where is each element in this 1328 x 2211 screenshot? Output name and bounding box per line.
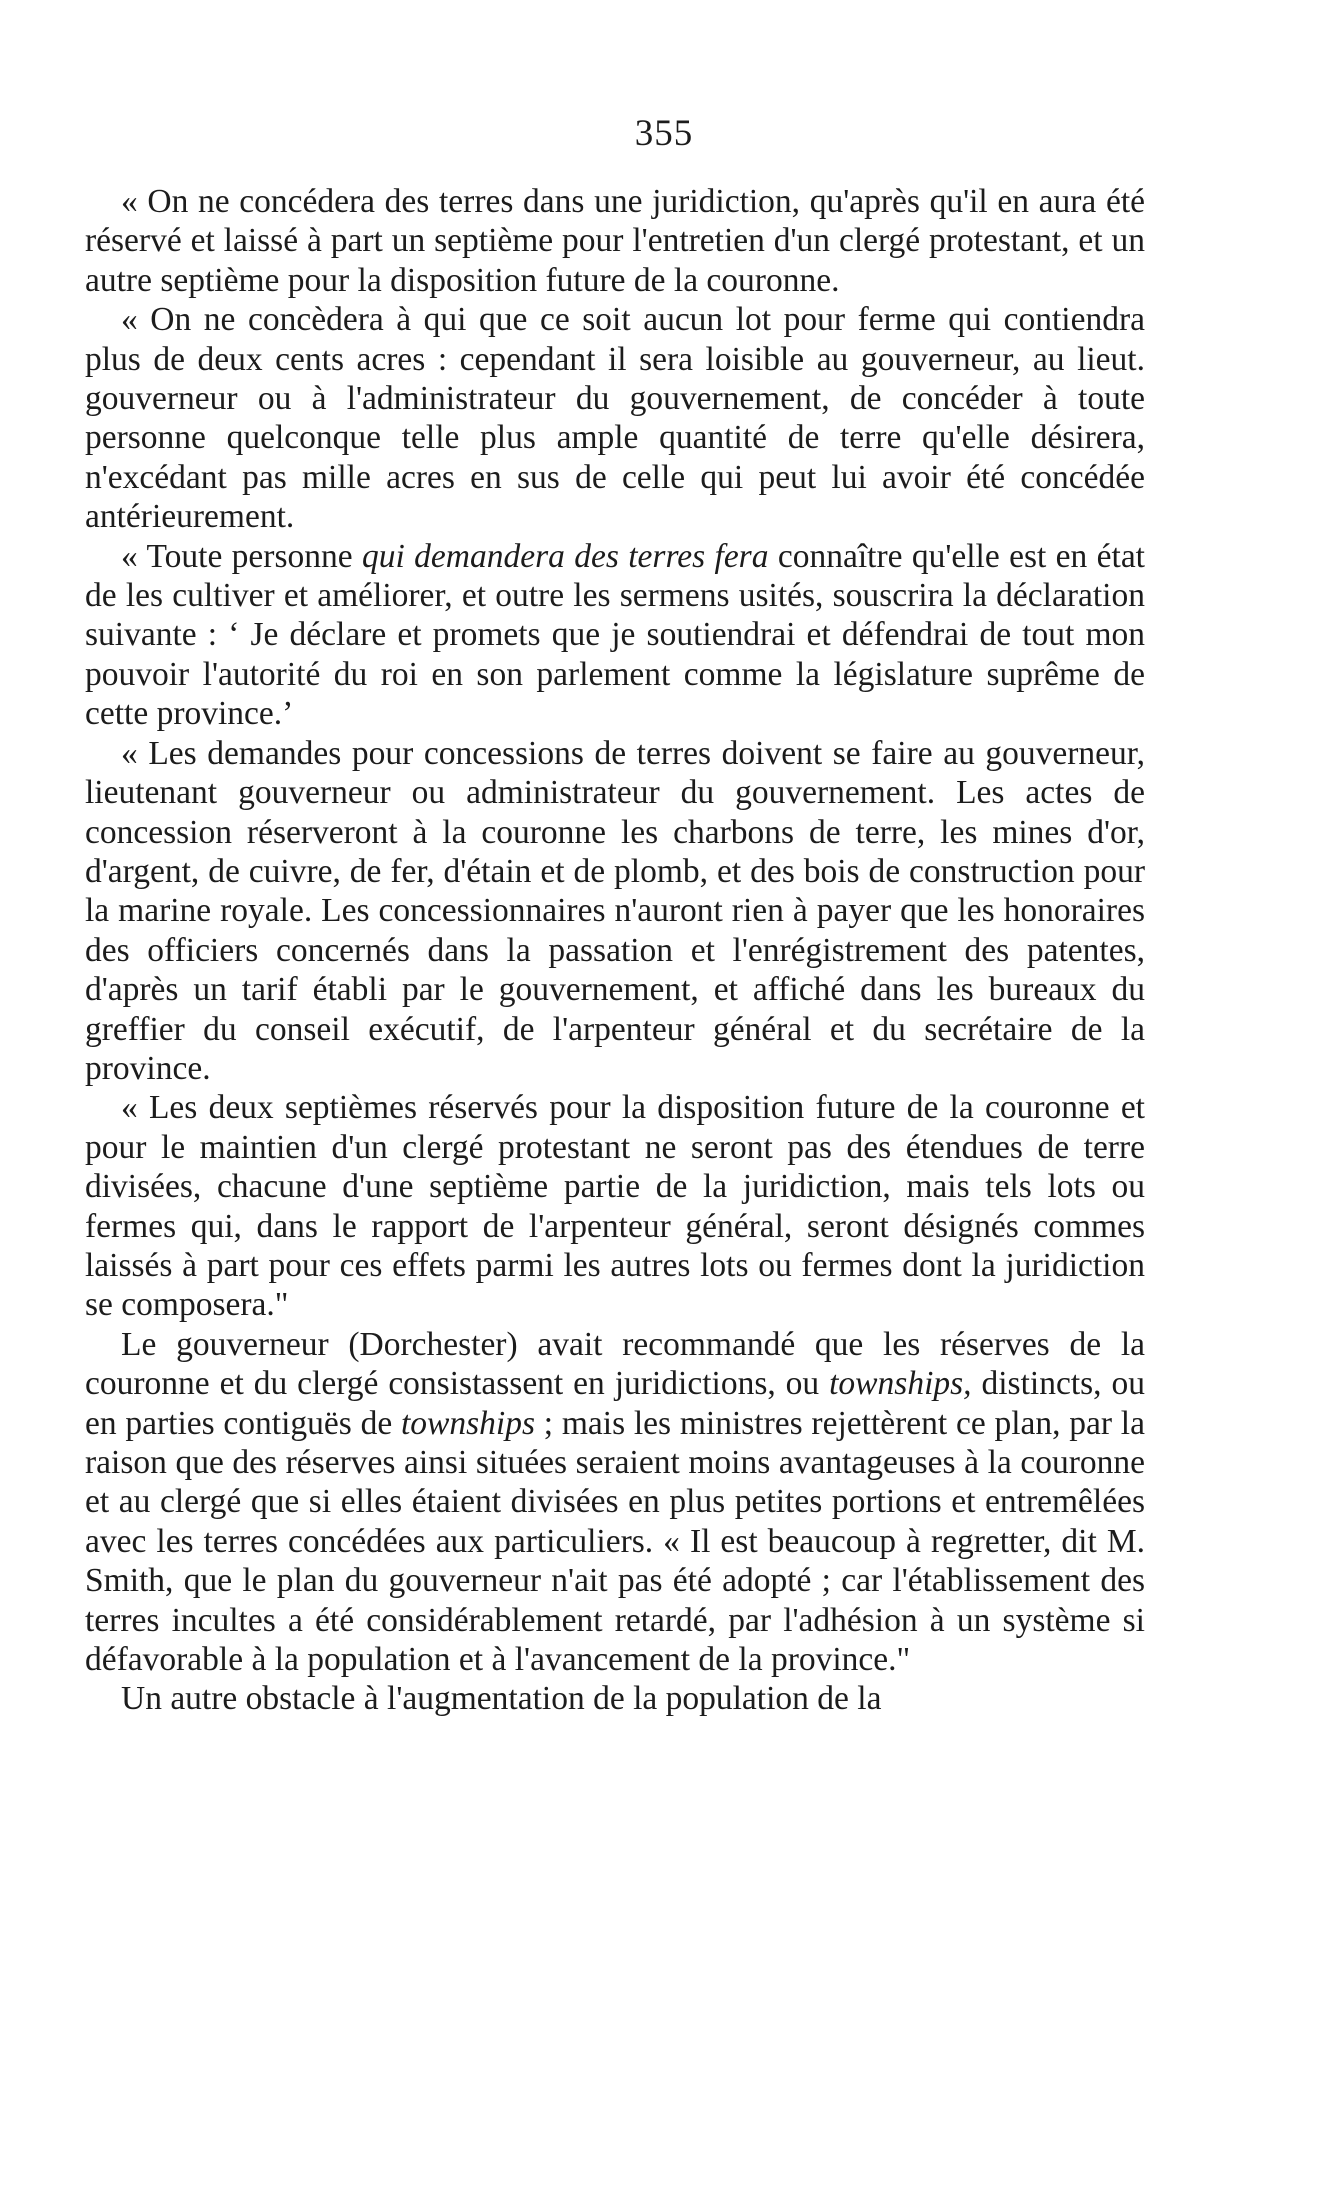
paragraph-4: « Les demandes pour concessions de terres doivent se faire au gouverneur, lieutenant gouverneur ou administrateur du gouvernement. Les actes de concession réserveront à la couronne les charbons de terre, les mines d'or, d'argent, de cuivre, de fer, d'étain et de plomb, et des bois de construction pour la marine royale. Les concessionnaires n'auront rien à payer que les honoraires des officiers concernés dans la passation et l'enrégistrement des patentes, d'après un tarif établi par le gouvernement, et affiché dans les bureaux du greffier du conseil exécutif, de l'arpenteur général et du secrétaire de la province.: [85, 734, 1145, 1087]
paragraph-6-text-c: ; mais les ministres rejettèrent ce plan, par la raison que des réserves ainsi situées seraient moins avantageuses à la couronne et au clergé que si elles étaient divisées en plus petites portions et entremêlées avec les terres concédées aux particuliers. « Il est beaucoup à regretter, dit M. Smith, que le plan du gouverneur n'ait pas été adopté ; car l'établissement des terres incultes a été considérablement retardé, par l'adhésion à un système si défavorable à la population et à l'avancement de la province.": [85, 1404, 1145, 1679]
paragraph-6-italic-1: townships,: [829, 1365, 972, 1403]
paragraph-3-text-b: connaître qu'elle est en état de les cultiver et améliorer, et outre les sermens usités, souscrira la déclaration suivante : ‘ Je déclare et promets que je soutiendrai et défendrai de tout mon pouvoir l'autorité du roi en son parlement comme la législature suprême de cette province.’: [85, 537, 1145, 733]
paragraph-6-italic-2: townships: [400, 1404, 536, 1442]
paragraph-6: [85, 1325, 1145, 1680]
paragraph-6-text-b: distincts, ou en parties contiguës de: [85, 1365, 1145, 1442]
paragraph-7: Un autre obstacle à l'augmentation de la population de la: [121, 1680, 882, 1718]
paragraph-6-text-a: Le gouverneur (Dorchester) avait recommandé que les réserves de la couronne et du clergé consistassent en juridictions, ou: [85, 1325, 1145, 1403]
paragraph-1: « On ne concédera des terres dans une juridiction, qu'après qu'il en aura été réservé et laissé à part un septième pour l'entretien d'un clergé protestant, et un autre septième pour la disposition future de la couronne.: [85, 183, 1145, 299]
page-number: 355: [634, 113, 694, 154]
body-text: [85, 182, 1145, 1719]
paragraph-3-italic: qui demandera des terres fera: [361, 537, 769, 575]
paragraph-3-text-a: « Toute personne: [121, 537, 362, 575]
paragraph-5: « Les deux septièmes réservés pour la disposition future de la couronne et pour le maintien d'un clergé protestant ne seront pas des étendues de terre divisées, chacune d'une septième partie de la juridiction, mais tels lots ou fermes qui, dans le rapport de l'arpenteur général, seront désignés commes laissés à part pour ces effets parmi les autres lots ou fermes dont la juridiction se composera.": [85, 1089, 1145, 1324]
paragraph-3: [85, 537, 1145, 734]
paragraph-2: « On ne concèdera à qui que ce soit aucun lot pour ferme qui contiendra plus de deux cents acres : cependant il sera loisible au gouverneur, au lieut. gouverneur ou à l'administrateur du gouvernement, de concéder à toute personne quelconque telle plus ample quantité de terre qu'elle désirera, n'excédant pas mille acres en sus de celle qui peut lui avoir été concédée antérieurement.: [85, 301, 1145, 536]
